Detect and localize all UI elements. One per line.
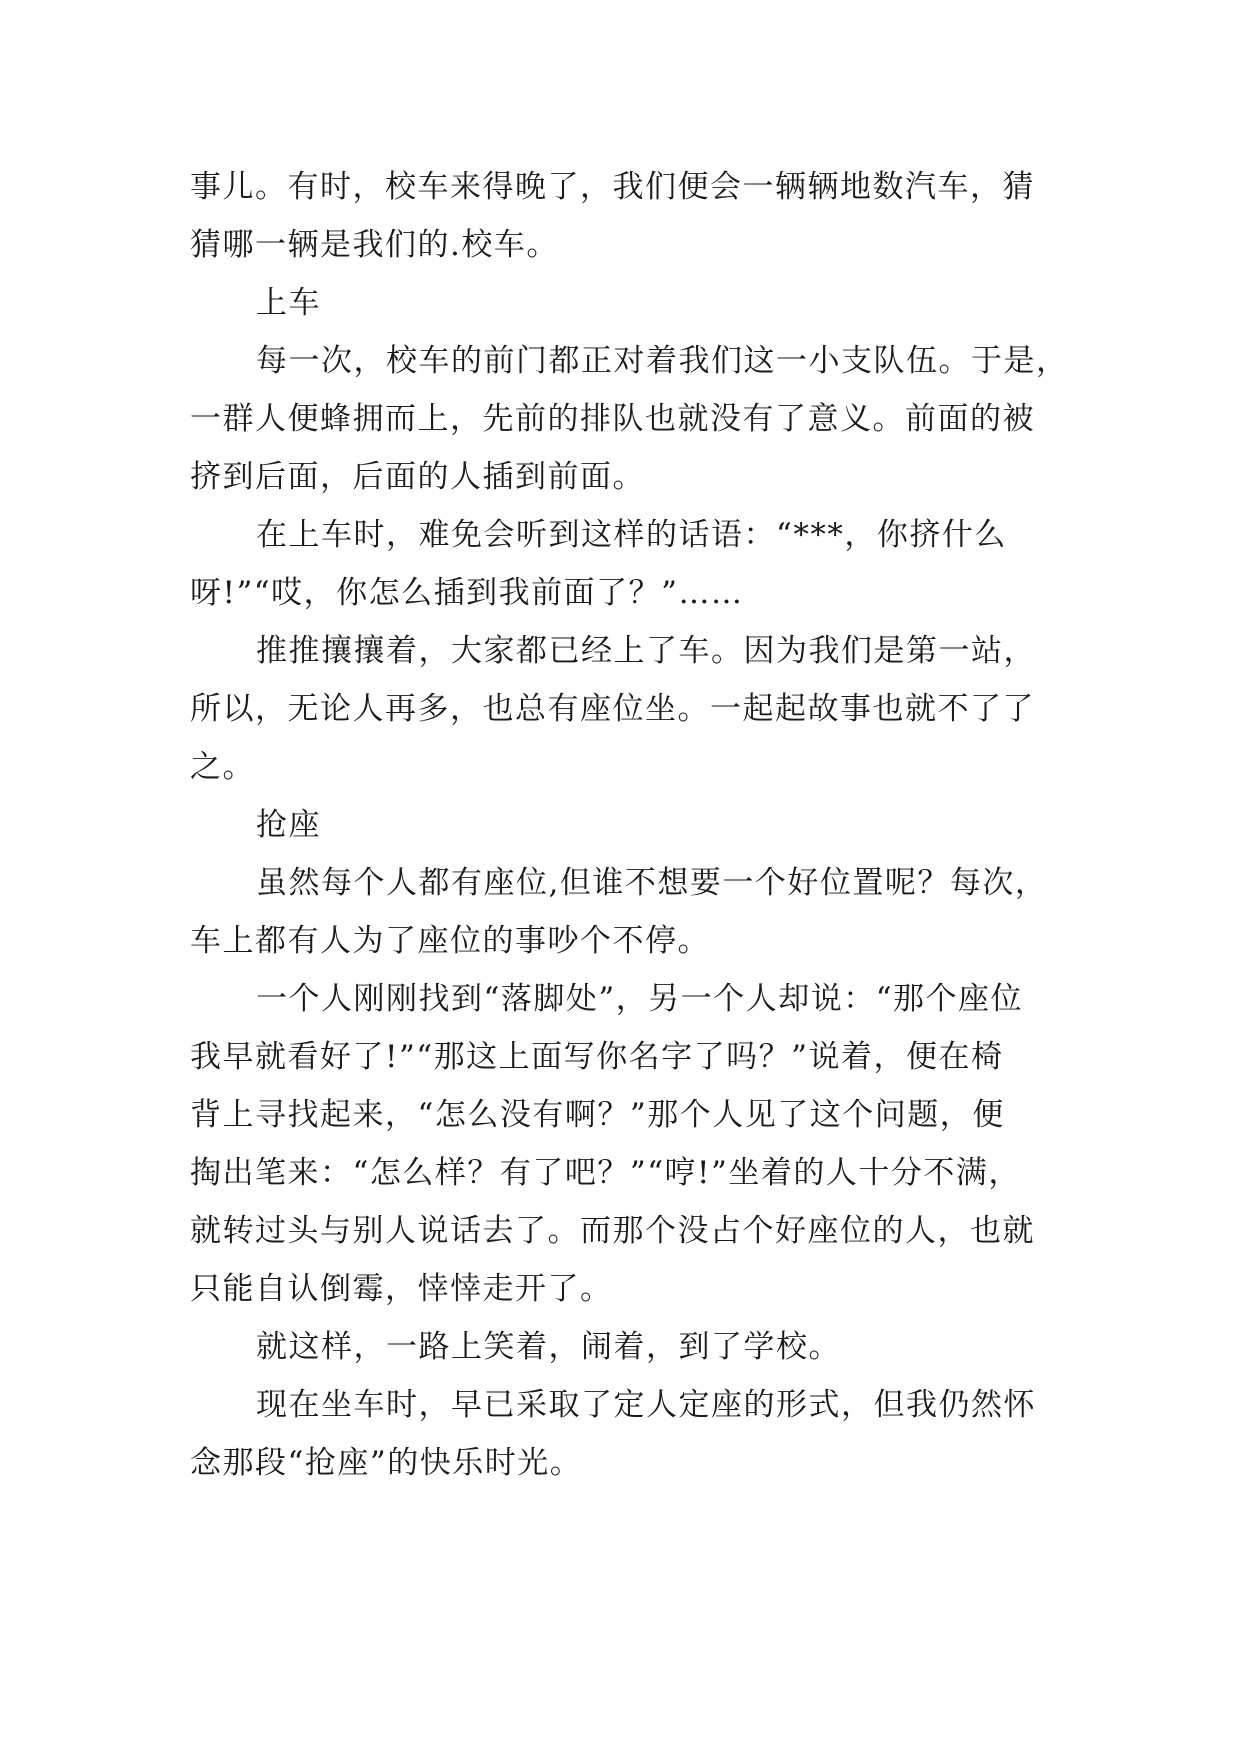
text-line: 只能自认倒霉，悻悻走开了。 [190,1271,613,1307]
text-line: 所以，无论人再多，也总有座位坐。一起起故事也就不了了 [190,691,1035,727]
text-line: 之。 [190,749,255,785]
text-line: 一个人刚刚找到“落脚处”，另一个人却说：“那个座位 [256,981,1024,1017]
text-line: 背上寻找起来，“怎么没有啊？”那个人见了这个问题，便 [190,1097,1005,1133]
text-line: 念那段“抢座”的快乐时光。 [190,1445,583,1481]
text-line: 现在坐车时，早已采取了定人定座的形式，但我仍然怀 [256,1387,1036,1423]
text-line: 车上都有人为了座位的事吵个不停。 [190,923,710,959]
text-line: 推推攘攘着，大家都已经上了车。因为我们是第一站， [256,633,1036,669]
text-line: 猜哪一辆是我们的.校车。 [190,227,559,263]
section-heading: 上车 [256,285,321,321]
text-line: 就这样，一路上笑着，闹着，到了学校。 [256,1329,841,1365]
text-line: 事儿。有时，校车来得晚了，我们便会一辆辆地数汽车，猜 [190,169,1035,205]
text-line: 呀!”“哎，你怎么插到我前面了？”…… [190,575,744,611]
text-line: 每一次，校车的前门都正对着我们这一小支队伍。于是， [256,343,1069,379]
text-line: 我早就看好了!”“那这上面写你名字了吗？”说着，便在椅 [190,1039,1004,1075]
text-line: 虽然每个人都有座位,但谁不想要一个好位置呢？每次， [256,865,1048,901]
text-line: 就转过头与别人说话去了。而那个没占个好座位的人，也就 [190,1213,1035,1249]
section-heading: 抢座 [256,807,321,843]
text-line: 一群人便蜂拥而上，先前的排队也就没有了意义。前面的被 [190,401,1035,437]
text-line: 掏出笔来：“怎么样？有了吧？”“哼!”坐着的人十分不满， [190,1155,1021,1191]
document-body [190,158,1069,1492]
text-line: 挤到后面，后面的人插到前面。 [190,459,645,495]
text-line: 在上车时，难免会听到这样的话语：“***，你挤什么 [256,517,1007,553]
